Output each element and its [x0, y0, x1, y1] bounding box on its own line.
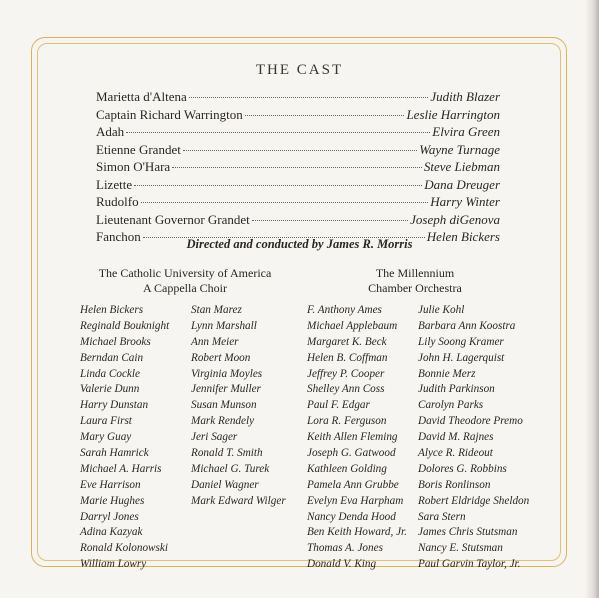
choir-title-line2: A Cappella Choir	[143, 281, 227, 295]
leader-dots	[126, 132, 430, 133]
cast-role: Lieutenant Governor Grandet	[96, 211, 250, 227]
member-name: Judith Parkinson	[418, 383, 495, 396]
cast-row	[96, 107, 500, 125]
cast-role: Marietta d'Altena	[96, 89, 187, 104]
orchestra-title-line2: Chamber Orchestra	[368, 281, 462, 295]
member-name: Susan Munson	[191, 399, 257, 412]
cast-actor: Judith Blazer	[430, 89, 500, 104]
cast-row	[96, 177, 500, 195]
member-name: Daniel Wagner	[191, 478, 259, 491]
member-name: Robert Eldridge Sheldon	[418, 494, 530, 507]
choir-title	[80, 266, 290, 296]
cast-role: Lizette	[96, 176, 133, 192]
member-name: Margaret K. Beck	[307, 335, 387, 348]
leader-dots	[134, 185, 422, 186]
member-name: Nancy E. Stutsman	[418, 542, 503, 555]
member-name: Lynn Marshall	[191, 319, 257, 332]
cast-actor: Elvira Green	[432, 124, 500, 139]
member-name: Valerie Dunn	[80, 383, 140, 396]
page-edge-shadow	[585, 0, 599, 598]
member-name: Ann Meier	[191, 335, 239, 348]
member-name: Lora R. Ferguson	[307, 415, 387, 428]
leader-dots	[141, 202, 429, 203]
member-name: Evelyn Eva Harpham	[307, 494, 404, 507]
member-name: Michael Brooks	[80, 335, 151, 348]
cast-role: Fanchon	[96, 229, 141, 244]
member-name: David Theodore Premo	[418, 415, 523, 428]
cast-role: Captain Richard Warrington	[96, 106, 243, 122]
member-name: Paul F. Edgar	[307, 399, 370, 412]
member-name: Ben Keith Howard, Jr.	[307, 526, 407, 539]
member-name: Julie Kohl	[418, 304, 465, 316]
leader-dots	[252, 220, 408, 221]
cast-actor: Wayne Turnage	[419, 141, 500, 157]
member-name: Barbara Ann Koostra	[418, 319, 516, 332]
director-line: Directed and conducted by James R. Morris	[186, 237, 413, 251]
member-name: Boris Ronlinson	[418, 478, 491, 491]
cast-row	[96, 142, 500, 160]
cast-row	[96, 124, 500, 142]
cast-actor: Helen Bickers	[426, 229, 500, 244]
cast-actor: Steve Liebman	[423, 159, 500, 174]
member-name: Harry Dunstan	[80, 399, 149, 412]
member-name: Alyce R. Rideout	[418, 447, 493, 460]
member-name: Ronald T. Smith	[191, 447, 263, 460]
member-name: Reginald Bouknight	[80, 319, 170, 332]
orchestra-title-line1: The Millennium	[375, 266, 455, 280]
cast-actor: Dana Dreuger	[424, 176, 500, 192]
cast-row	[96, 159, 500, 177]
member-name: Michael Applebaum	[307, 319, 398, 332]
cast-actor: Harry Winter	[430, 194, 500, 209]
member-name: Mark Rendely	[191, 415, 255, 428]
member-name: Virginia Moyles	[191, 367, 263, 380]
member-name: David M. Rajnes	[418, 431, 494, 444]
member-name: William Lowry	[80, 558, 147, 571]
member-name: Helen Bickers	[80, 304, 144, 316]
leader-dots	[189, 97, 429, 98]
member-name: Eve Harrison	[80, 478, 141, 491]
cast-actor: Leslie Harrington	[406, 106, 500, 122]
cast-role: Rudolfo	[96, 194, 139, 209]
member-name: Donald V. King	[307, 558, 377, 571]
member-name: Mary Guay	[80, 431, 132, 444]
cast-role: Simon O'Hara	[96, 159, 171, 174]
member-name: Darryl Jones	[80, 510, 139, 523]
member-name: John H. Lagerquist	[418, 351, 505, 364]
orchestra-column-1	[307, 303, 407, 573]
member-name: Robert Moon	[191, 351, 251, 364]
member-name: Helen B. Coffman	[307, 351, 388, 364]
member-name: Pamela Ann Grubbe	[307, 478, 399, 491]
member-name: Jeffrey P. Cooper	[307, 367, 385, 380]
member-name: Marie Hughes	[80, 494, 145, 507]
choir-column-2	[191, 303, 286, 510]
member-name: Kathleen Golding	[307, 462, 387, 475]
member-name: Nancy Denda Hood	[307, 510, 396, 523]
cast-list	[96, 89, 500, 247]
member-name: F. Anthony Ames	[307, 304, 382, 316]
member-name: Laura First	[80, 415, 132, 428]
member-name: Thomas A. Jones	[307, 542, 383, 555]
member-name: Sarah Hamrick	[80, 447, 149, 460]
leader-dots	[172, 167, 422, 168]
member-name: Carolyn Parks	[418, 399, 484, 412]
leader-dots	[245, 115, 405, 116]
member-name: Ronald Kolonowski	[80, 542, 168, 555]
member-name: Jeri Sager	[191, 431, 238, 444]
member-name: Linda Cockle	[80, 367, 140, 380]
cast-row	[96, 194, 500, 212]
member-name: Lily Soong Kramer	[418, 335, 504, 348]
member-name: Sara Stern	[418, 510, 466, 523]
cast-role: Etienne Grandet	[96, 141, 181, 157]
cast-row	[96, 212, 500, 230]
cast-role: Adah	[96, 124, 125, 139]
member-name: Berndan Cain	[80, 351, 144, 364]
choir-column-1	[80, 303, 169, 573]
member-name: Dolores G. Robbins	[418, 462, 507, 475]
page-title: THE CAST	[255, 62, 344, 78]
member-name: Bonnie Merz	[418, 367, 476, 380]
member-name: Michael A. Harris	[80, 462, 162, 475]
cast-row	[96, 89, 500, 107]
member-name: Jennifer Muller	[191, 383, 261, 396]
orchestra-column-2	[418, 303, 529, 573]
member-name: Joseph G. Gatwood	[307, 447, 396, 460]
member-name: Adina Kazyak	[80, 526, 143, 539]
orchestra-title	[310, 266, 520, 296]
member-name: Stan Marez	[191, 304, 242, 316]
member-name: Keith Allen Fleming	[307, 431, 398, 444]
choir-title-line1: The Catholic University of America	[98, 266, 272, 280]
member-name: James Chris Stutsman	[418, 526, 518, 539]
member-name: Paul Garvin Taylor, Jr.	[418, 558, 521, 571]
member-name: Mark Edward Wilger	[191, 494, 286, 507]
member-name: Michael G. Turek	[191, 462, 270, 475]
cast-actor: Joseph diGenova	[410, 211, 500, 227]
leader-dots	[183, 150, 417, 151]
member-name: Shelley Ann Coss	[307, 383, 385, 396]
